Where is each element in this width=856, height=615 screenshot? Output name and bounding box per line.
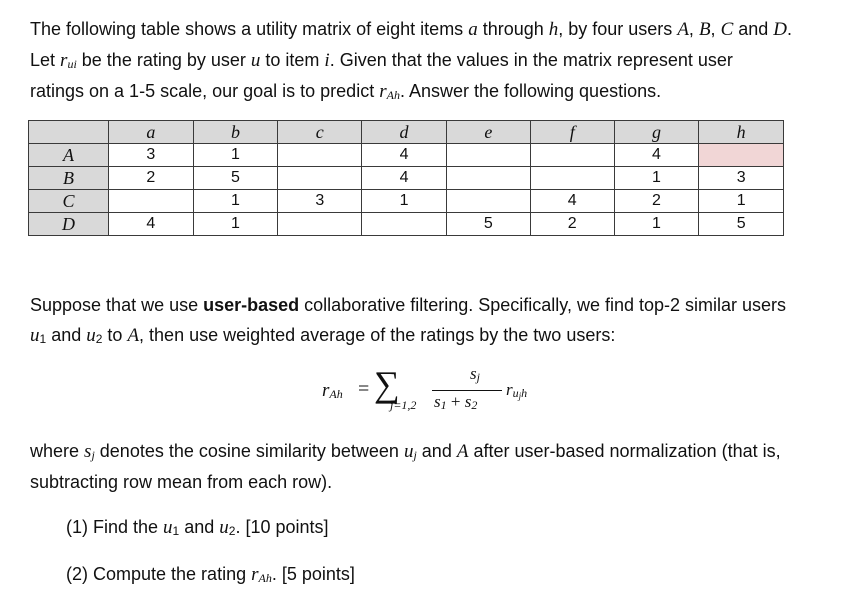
rating-cell-D-d xyxy=(362,213,447,236)
rating-cell-B-e xyxy=(446,167,530,190)
formula-lhs: $r_{Ah}$ xyxy=(322,380,343,401)
intro-paragraph xyxy=(30,14,842,107)
sum-symbol: ∑ xyxy=(374,364,400,404)
row-header-A: A xyxy=(29,144,109,167)
rating-cell-D-e: 5 xyxy=(446,213,530,236)
intro-line-3: ratings on a 1-5 scale, our goal is to predict $r_{Ah}$. Answer the following questions. xyxy=(30,81,662,102)
question-1: (1) Find the $u_1$ and $u_2$. [10 points] xyxy=(66,517,329,538)
rating-cell-A-e xyxy=(446,144,530,167)
corner-cell xyxy=(29,121,109,144)
rating-cell-C-h: 1 xyxy=(699,190,784,213)
table-row xyxy=(29,190,784,213)
rating-cell-B-b: 5 xyxy=(193,167,278,190)
table-row xyxy=(29,213,784,236)
intro-line-1: The following table shows a utility matrix of eight items a through h, by four users A, B, C and D. xyxy=(30,19,793,40)
question-2: (2) Compute the rating $r_{Ah}$. [5 points] xyxy=(66,564,355,585)
rating-cell-B-d: 4 xyxy=(362,167,447,190)
rating-cell-C-d: 1 xyxy=(362,190,447,213)
rating-cell-D-h: 5 xyxy=(699,213,784,236)
weighted-average-formula xyxy=(322,366,562,416)
formula-equals: = xyxy=(358,378,370,400)
column-header-d: d xyxy=(362,121,447,144)
rating-cell-C-a xyxy=(109,190,194,213)
rating-cell-D-a: 4 xyxy=(109,213,194,236)
rating-cell-C-g: 2 xyxy=(614,190,699,213)
sum-limit: j=1,2 xyxy=(390,398,417,412)
column-header-g: g xyxy=(614,121,699,144)
rating-cell-B-h: 3 xyxy=(699,167,784,190)
formula-rating: $r_{u_jh}$ xyxy=(506,380,528,401)
column-header-h: h xyxy=(699,121,784,144)
column-header-c: c xyxy=(278,121,362,144)
rating-cell-C-c: 3 xyxy=(278,190,362,213)
rating-cell-B-g: 1 xyxy=(614,167,699,190)
rating-cell-D-b: 1 xyxy=(193,213,278,236)
fraction-bar xyxy=(432,390,502,391)
where-line-2: subtracting row mean from each row). xyxy=(30,472,333,492)
suppose-paragraph xyxy=(30,290,842,351)
formula-denominator: $s_1 + s_2$ xyxy=(434,392,478,412)
column-header-e: e xyxy=(446,121,530,144)
rating-cell-C-b: 1 xyxy=(193,190,278,213)
column-header-a: a xyxy=(109,121,194,144)
rating-cell-A-c xyxy=(278,144,362,167)
rating-cell-C-e xyxy=(446,190,530,213)
rating-cell-A-h xyxy=(699,144,784,167)
rating-cell-A-d: 4 xyxy=(362,144,447,167)
suppose-line-1: Suppose that we use user-based collaborative filtering. Specifically, we find top-2 similar users xyxy=(30,295,787,315)
rating-cell-A-g: 4 xyxy=(614,144,699,167)
row-header-D: D xyxy=(29,213,109,236)
rating-cell-D-f: 2 xyxy=(530,213,614,236)
suppose-line-2: $u_1$ and $u_2$ to A, then use weighted average of the ratings by the two users: xyxy=(30,325,616,346)
rating-cell-A-a: 3 xyxy=(109,144,194,167)
intro-line-2: Let $r_{ui}$ be the rating by user u to item i. Given that the values in the matrix represent user xyxy=(30,50,733,71)
rating-cell-B-c xyxy=(278,167,362,190)
rating-cell-A-b: 1 xyxy=(193,144,278,167)
rating-cell-D-c xyxy=(278,213,362,236)
utility-matrix xyxy=(28,120,784,236)
rating-cell-D-g: 1 xyxy=(614,213,699,236)
where-line-1: where $s_j$ denotes the cosine similarity between $u_j$ and A after user-based normalization (that is, xyxy=(30,441,781,462)
formula-numerator: $s_j$ xyxy=(470,364,480,384)
where-paragraph xyxy=(30,436,842,497)
column-header-f: f xyxy=(530,121,614,144)
table-header-row xyxy=(29,121,784,144)
rating-cell-B-a: 2 xyxy=(109,167,194,190)
table-row xyxy=(29,144,784,167)
rating-cell-A-f xyxy=(530,144,614,167)
table-row xyxy=(29,167,784,190)
rating-cell-C-f: 4 xyxy=(530,190,614,213)
column-header-b: b xyxy=(193,121,278,144)
rating-cell-B-f xyxy=(530,167,614,190)
row-header-B: B xyxy=(29,167,109,190)
row-header-C: C xyxy=(29,190,109,213)
